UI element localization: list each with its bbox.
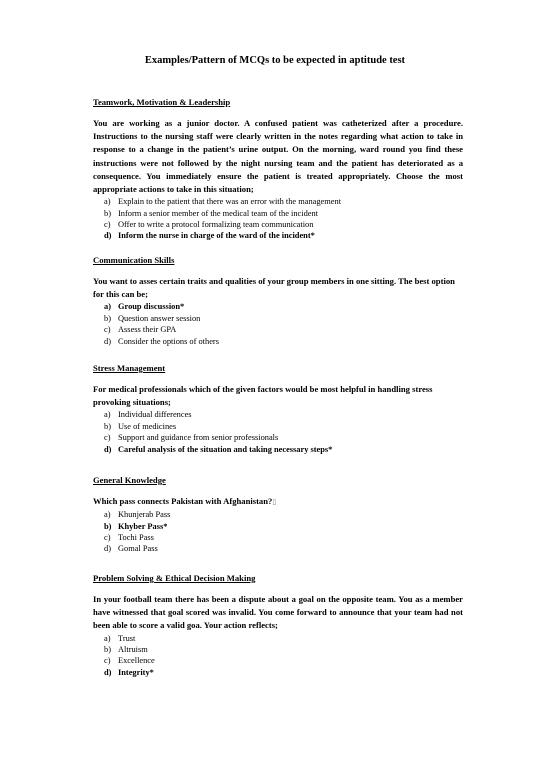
option-b: b) Question answer session [104, 313, 201, 323]
option-a: a) Explain to the patient that there was an error with the management [104, 197, 342, 207]
section-heading: Teamwork, Motivation & Leadership [93, 97, 231, 107]
option-a: a) Trust [104, 633, 136, 643]
option-a: a) Individual differences [104, 410, 192, 420]
option-c: c) Support and guidance from senior professionals [104, 433, 279, 443]
option-d: d) Gomal Pass [104, 544, 158, 554]
option-b: b) Use of medicines [104, 421, 177, 431]
question-text: In your football team there has been a dispute about a goal on the opposite team. You as a member have witnessed that goal scored was invalid. You come forward to announce that your team had not been able to score a valid goa. Your action reflects; [93, 594, 463, 631]
option-b-correct: b) Khyber Pass* [104, 521, 168, 531]
question-text: Which pass connects Pakistan with Afghanistan?▯ [93, 496, 277, 506]
option-b: b) Inform a senior member of the medical team of the incident [104, 208, 318, 218]
option-a: a) Khunjerab Pass [104, 510, 171, 520]
question-text: You are working as a junior doctor. A confused patient was catheterized after a procedure. Instructions to the nursing staff were clearly written in the notes regarding what action to take in response to a change in the patient’s urine output. On the morning, ward round you find these instructions were not followed by the night nursing team and the patient has deteriorated as a consequence. You immediately ensure the patient is treated appropriately. Choose the most appropriate actions to take in this situation; [93, 118, 463, 195]
option-d: d) Consider the options of others [104, 336, 219, 346]
options-list [93, 196, 463, 242]
section-heading: Communication Skills [93, 255, 175, 265]
option-a-correct: a) Group discussion* [104, 302, 185, 312]
option-c: c) Tochi Pass [104, 533, 154, 543]
question-text: For medical professionals which of the given factors would be most helpful in handling stress provoking situations; [93, 384, 433, 408]
option-d-correct: d) Integrity* [104, 667, 154, 677]
question-text: You want to asses certain traits and qualities of your group members in one sitting. The best option for this can be; [93, 276, 455, 300]
section-problem-solving [93, 573, 463, 678]
option-c: c) Excellence [104, 656, 155, 666]
options-list [93, 409, 463, 455]
section-communication [93, 255, 463, 347]
document-title: Examples/Pattern of MCQs to be expected in aptitude test [144, 55, 406, 66]
option-c: c) Offer to write a protocol formalizing team communication [104, 220, 314, 230]
option-d-correct: d) Inform the nurse in charge of the ward of the incident* [104, 231, 315, 241]
missing-glyph-icon: ▯ [272, 498, 277, 506]
section-general-knowledge [93, 475, 463, 555]
section-stress [93, 363, 463, 455]
section-heading: General Knowledge [93, 475, 166, 485]
options-list [93, 509, 463, 555]
section-heading: Problem Solving & Ethical Decision Making [93, 573, 256, 583]
option-c: c) Assess their GPA [104, 325, 177, 335]
section-heading: Stress Management [93, 363, 166, 373]
option-d-correct: d) Careful analysis of the situation and taking necessary steps* [104, 444, 333, 454]
section-teamwork [93, 97, 463, 242]
option-b: b) Altruism [104, 645, 148, 655]
options-list [93, 633, 463, 679]
options-list [93, 301, 463, 347]
